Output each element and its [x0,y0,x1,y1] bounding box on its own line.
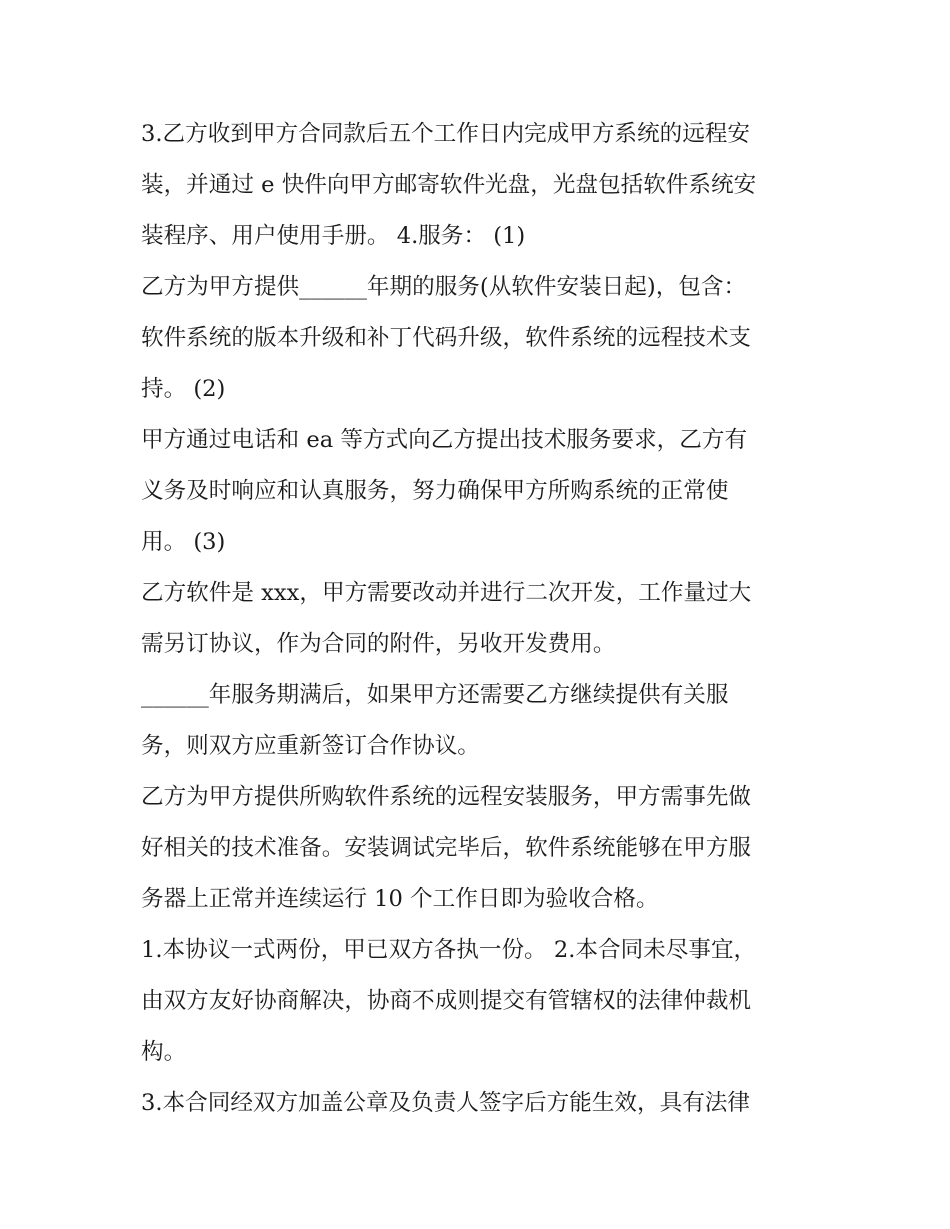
text-line: 务器上正常并连续运行 10 个工作日即为验收合格。 [141,886,659,912]
text-line: 乙方为甲方提供所购软件系统的远程安装服务，甲方需事先做 [141,784,752,810]
text-line: 3.乙方收到甲方合同款后五个工作日内完成甲方系统的远程安 [141,121,750,147]
text-line: 乙方为甲方提供______年期的服务(从软件安装日起)，包含： [141,274,747,300]
text-line: 甲方通过电话和 ea 等方式向乙方提出技术服务要求，乙方有 [141,427,748,453]
text-line: 义务及时响应和认真服务，努力确保甲方所购系统的正常使 [141,478,729,504]
text-line: 1.本协议一式两份，甲已双方各执一份。 2.本合同未尽事宜， [141,937,757,963]
text-line: 需另订协议，作为合同的附件，另收开发费用。 [141,631,616,657]
text-line: 装，并通过 e 快件向甲方邮寄软件光盘，光盘包括软件系统安 [141,172,757,198]
text-line: 持。 (2) [141,376,226,402]
text-line: 用。 (3) [141,529,226,555]
text-line: 软件系统的版本升级和补丁代码升级，软件系统的远程技术支 [141,325,752,351]
text-line: 3.本合同经双方加盖公章及负责人签字后方能生效，具有法律 [141,1090,750,1116]
text-line: 由双方友好协商解决，协商不成则提交有管辖权的法律仲裁机 [141,988,752,1014]
text-line: ______年服务期满后，如果甲方还需要乙方继续提供有关服 [141,682,729,708]
text-line: 乙方软件是 xxx，甲方需要改动并进行二次开发，工作量过大 [141,580,752,606]
text-line: 务，则双方应重新签订合作协议。 [141,733,480,759]
text-line: 装程序、用户使用手册。 4.服务： (1) [141,223,526,249]
text-line: 好相关的技术准备。安装调试完毕后，软件系统能够在甲方服 [141,835,752,861]
document-body [141,109,821,1129]
text-line: 构。 [141,1039,187,1065]
